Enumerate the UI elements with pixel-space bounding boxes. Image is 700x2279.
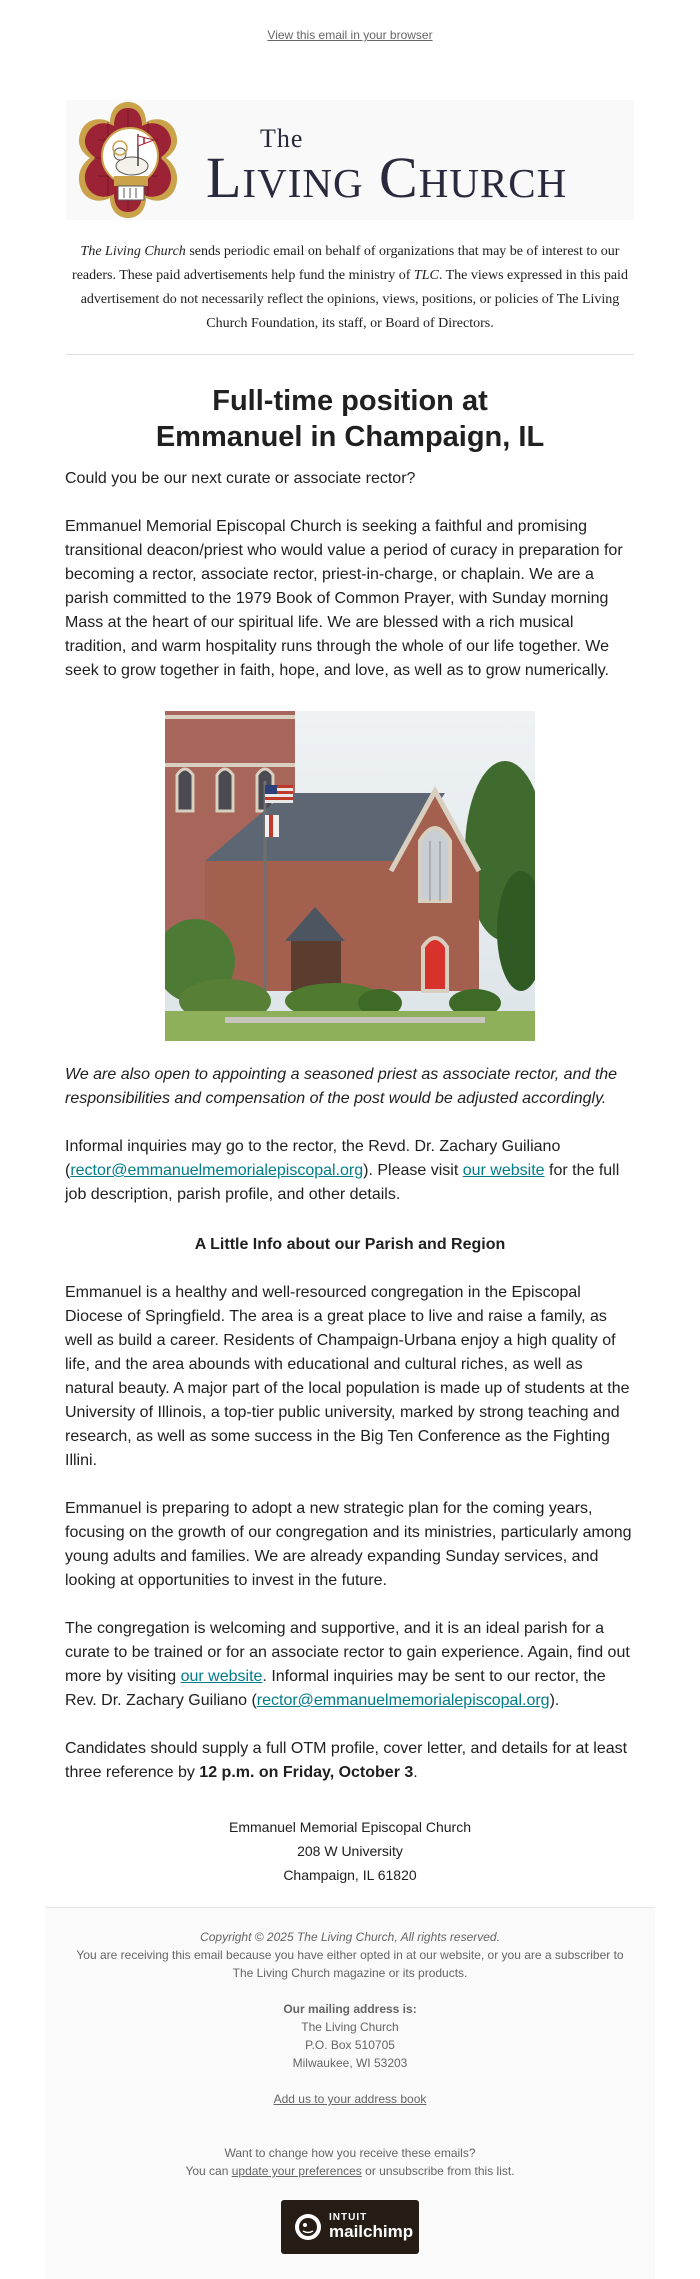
website-link-2[interactable]: our website (180, 1668, 263, 1685)
masthead-logo[interactable] (66, 100, 634, 220)
title-line-2: Emmanuel in Champaign, IL (155, 421, 545, 453)
paragraph-1: Emmanuel Memorial Episcopal Church is seeking a faithful and promising transitional deacon/priest who would value a period of curacy in preparation for becoming a rector, associate rector, priest-in-charge, or chaplain. We are a parish committed to the 1979 Book of Common Prayer, with Sunday morning Mass at the heart of our spiritual life. We are blessed with a rich musical tradition, and warm hospitality runs through the whole of our life together. We seek to grow together in faith, hope, and love, as well as to grow numerically. (65, 518, 623, 679)
add-address-book-link[interactable]: Add us to your address book (273, 2092, 427, 2106)
update-preferences-link[interactable]: update your preferences (231, 2164, 362, 2178)
change-question: Want to change how you receive these emails? (224, 2146, 476, 2160)
subscription-reason: You are receiving this email because you have either opted in at our website, or you are a subscriber to The Living Church magazine or its products. (76, 1948, 624, 1980)
article-body (65, 467, 635, 1887)
website-link-1[interactable]: our website (462, 1162, 545, 1179)
intro-text: Could you be our next curate or associate rector? (65, 470, 416, 487)
inquiry-paragraph: Informal inquiries may go to the rector, the Revd. Dr. Zachary Guiliano (rector@emmanuelmemorialepiscopal.org). Please visit our website for the full job description, parish profile, and other details. (65, 1138, 620, 1203)
italic-note: We are also open to appointing a seasoned priest as associate rector, and the responsibilities and compensation of the post would be adjusted accordingly. (65, 1066, 618, 1107)
disclaimer-text-1: sends periodic email on behalf of organizations that may be of interest to our readers. These paid advertisements help fund the ministry of (72, 244, 620, 283)
rector-email-link-2[interactable]: rector@emmanuelmemorialepiscopal.org (256, 1692, 550, 1709)
mailchimp-freddie-icon (293, 2212, 323, 2242)
tlc-abbrev: TLC (413, 268, 439, 283)
divider (66, 354, 634, 355)
mailing-label: Our mailing address is: (283, 2002, 417, 2016)
title-line-1: Full-time position at (212, 385, 488, 417)
page-title (66, 383, 634, 455)
mailing-line-2: P.O. Box 510705 (305, 2038, 395, 2052)
logo-main-text: Living Church (206, 145, 568, 210)
section-subheading: A Little Info about our Parish and Region (194, 1236, 506, 1253)
paragraph-4: Emmanuel is preparing to adopt a new strategic plan for the coming years, focusing on the growth of our congregation and its ministries, particularly among young adults and families. We are already expanding Sunday services, and looking at opportunities to invest in the future. (65, 1500, 632, 1589)
church-photo (165, 711, 535, 1041)
mailing-line-3: Milwaukee, WI 53203 (292, 2056, 408, 2070)
preheader (0, 0, 700, 48)
paragraph-3: Emmanuel is a healthy and well-resourced congregation in the Episcopal Diocese of Springfield. The area is a great place to live and raise a family, as well as build a career. Residents of Champaign-Urbana enjoy a high quality of life, and the area abounds with educational and cultural riches, as well as natural beauty. A major part of the local population is made up of students at the University of Illinois, a top-tier public university, marked by strong teaching and research, as well as some success in the Big Ten Conference as the Fighting Illini. (65, 1284, 630, 1469)
view-in-browser-link[interactable]: View this email in your browser (267, 28, 433, 42)
mailchimp-intuit-text: INTUIT (329, 2212, 368, 2223)
pub-name: The Living Church (80, 244, 186, 259)
mailchimp-text: mailchimp (329, 2222, 414, 2241)
mailing-line-1: The Living Church (301, 2020, 399, 2034)
paragraph-5: The congregation is welcoming and supportive, and it is an ideal parish for a curate to be trained or for an associate rector to gain experience. Again, find out more by visiting our website. Informal inquiries may be sent to our rector, the Rev. Dr. Zachary Guiliano (rector@emmanuelmemorialepiscopal.org). (65, 1620, 630, 1709)
deadline: 12 p.m. on Friday, October 3 (199, 1764, 414, 1781)
preferences-line: You can update your preferences or unsubscribe from this list. (185, 2164, 515, 2178)
rector-email-link[interactable]: rector@emmanuelmemorialepiscopal.org (70, 1162, 364, 1179)
sponsor-disclaimer (66, 240, 634, 336)
church-address: Emmanuel Memorial Episcopal Church 208 W University Champaign, IL 61820 (229, 1819, 471, 1883)
email-footer (45, 1907, 655, 2279)
living-church-seal-icon (68, 100, 188, 220)
paragraph-6: Candidates should supply a full OTM profile, cover letter, and details for at least three reference by 12 p.m. on Friday, October 3. (65, 1740, 628, 1781)
disclaimer-text-2: . The views expressed in this paid advertisement do not necessarily reflect the opinions, views, positions, or policies of The Living Church Foundation, its staff, or Board of Directors. (80, 268, 628, 331)
copyright: Copyright © 2025 The Living Church, All rights reserved. (200, 1930, 500, 1944)
logo-the-text: The (260, 124, 304, 153)
mailchimp-badge[interactable] (281, 2200, 419, 2254)
